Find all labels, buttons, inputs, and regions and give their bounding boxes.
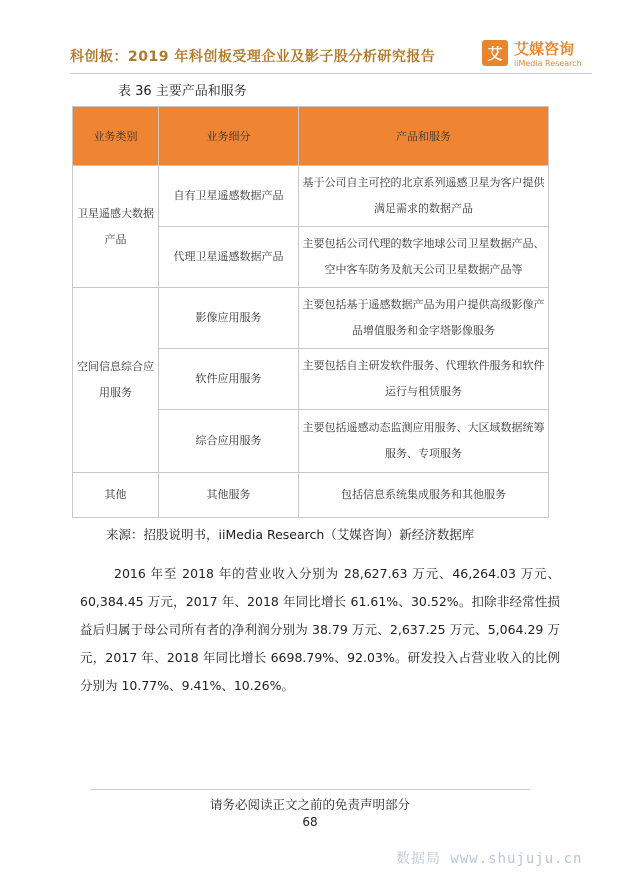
- header-divider: [70, 73, 592, 74]
- column-header: 业务类别: [73, 107, 159, 166]
- category-cell: 卫星遥感大数据产品: [73, 166, 159, 288]
- category-cell: 其他: [73, 473, 159, 518]
- description-cell: 基于公司自主可控的北京系列遥感卫星为客户提供满足需求的数据产品: [299, 166, 549, 227]
- description-cell: 主要包括公司代理的数字地球公司卫星数据产品、空中客车防务及航天公司卫星数据产品等: [299, 227, 549, 288]
- logo-mark-icon: 艾: [482, 40, 508, 66]
- description-cell: 主要包括自主研发软件服务、代理软件服务和软件运行与租赁服务: [299, 349, 549, 410]
- subcategory-cell: 软件应用服务: [159, 349, 299, 410]
- table-row: [73, 166, 549, 227]
- page-header: [70, 38, 592, 74]
- table-row: [73, 288, 549, 349]
- report-title: 科创板：2019 年科创板受理企业及影子股分析研究报告: [70, 49, 436, 65]
- logo-subtitle: iiMedia Research: [514, 59, 582, 68]
- column-header: 业务细分: [159, 107, 299, 166]
- body-paragraph: 2016 年至 2018 年的营业收入分别为 28,627.63 万元、46,264.03 万元、60,384.45 万元，2017 年、2018 年同比增长 61.61%、30.52%。扣除非经常性损益后归属于母公司所有者的净利润分别为 38.79 万元、2,637.25 万元、5,064.29 万元，2017 年、2018 年同比增长 6698.79%、92.03%。研发投入占营业收入的比例分别为 10.77%、9.41%、10.26%。: [80, 566, 560, 693]
- table-caption: 表 36 主要产品和服务: [118, 84, 247, 99]
- description-cell: 包括信息系统集成服务和其他服务: [299, 473, 549, 518]
- watermark: 数据局 www.shujuju.cn: [396, 851, 583, 867]
- subcategory-cell: 代理卫星遥感数据产品: [159, 227, 299, 288]
- table-source: 来源：招股说明书，iiMedia Research（艾媒咨询）新经济数据库: [106, 527, 475, 542]
- footer-divider: [90, 789, 530, 790]
- disclaimer-note: 请务必阅读正文之前的免责声明部分: [209, 797, 410, 812]
- logo-name: 艾媒咨询: [514, 40, 575, 58]
- category-cell: 空间信息综合应用服务: [73, 288, 159, 473]
- subcategory-cell: 影像应用服务: [159, 288, 299, 349]
- subcategory-cell: 自有卫星遥感数据产品: [159, 166, 299, 227]
- table-header-row: [73, 107, 549, 166]
- iimedia-logo: [482, 38, 592, 74]
- products-table: [72, 106, 549, 518]
- page-number: 68: [302, 815, 318, 829]
- subcategory-cell: 综合应用服务: [159, 410, 299, 473]
- description-cell: 主要包括遥感动态监测应用服务、大区域数据统筹服务、专项服务: [299, 410, 549, 473]
- table-row: [73, 473, 549, 518]
- column-header: 产品和服务: [299, 107, 549, 166]
- description-cell: 主要包括基于遥感数据产品为用户提供高级影像产品增值服务和金字塔影像服务: [299, 288, 549, 349]
- subcategory-cell: 其他服务: [159, 473, 299, 518]
